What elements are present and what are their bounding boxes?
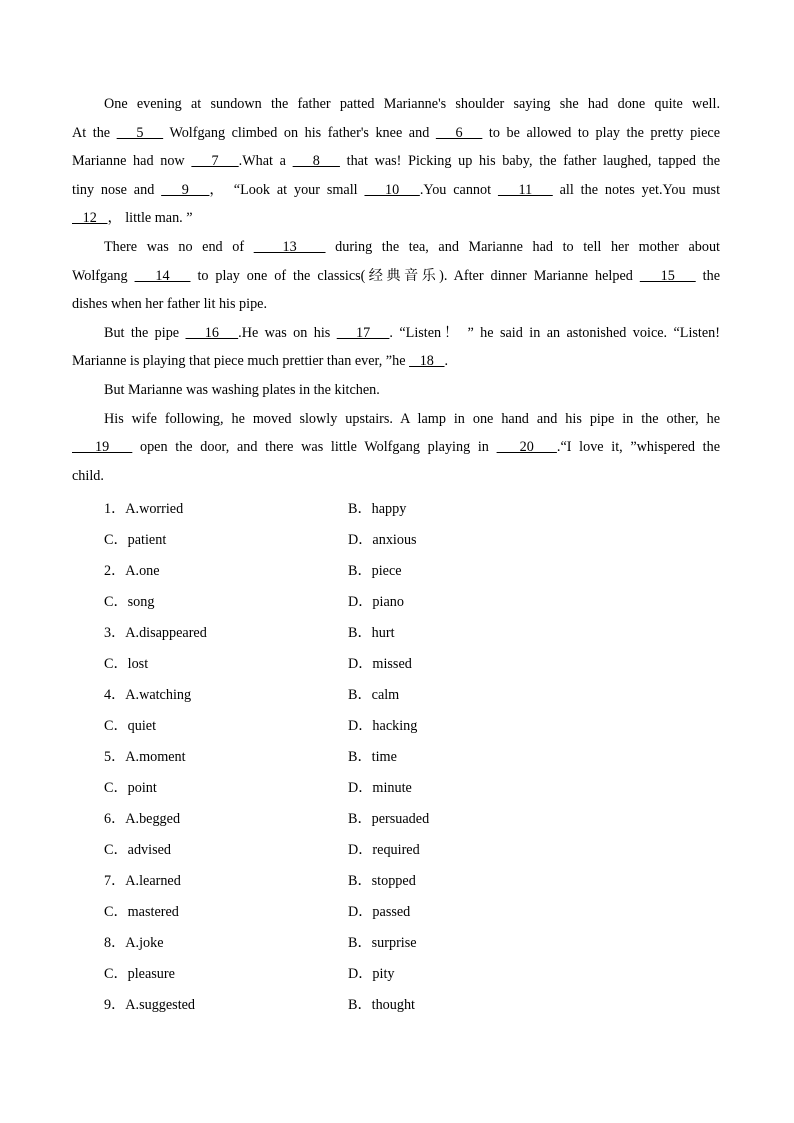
text-segment: But Marianne was washing plates in the kitchen. — [104, 381, 380, 398]
option-right: D．minute — [348, 779, 412, 796]
text-segment: to play one of the classics(经典音乐). After dinner Marianne helped — [190, 267, 640, 284]
blank-number: 11 — [497, 181, 553, 198]
blank-number: 8 — [292, 153, 340, 170]
text-segment: At the — [72, 124, 117, 141]
text-segment: . “Listen！ ” he said in an astonished voice. “Listen! — [389, 324, 720, 341]
text-segment: dishes when her father lit his pipe. — [72, 296, 268, 313]
blank-number: 10 — [364, 181, 420, 198]
passage-line — [72, 462, 720, 491]
text-segment: . — [444, 353, 449, 370]
option-row — [104, 616, 624, 647]
option-right: B．thought — [348, 996, 416, 1013]
text-segment: child. — [72, 467, 104, 484]
option-right: D．missed — [348, 655, 412, 672]
option-right: B．stopped — [348, 872, 416, 889]
option-left: 3．A.disappeared — [104, 624, 207, 641]
option-left: C．advised — [104, 841, 171, 858]
text-segment: during the tea, and Marianne had to tell her mother about — [325, 238, 720, 255]
text-segment: to be allowed to play the pretty piece — [482, 124, 721, 141]
option-right: D．pity — [348, 965, 395, 982]
option-row — [104, 554, 624, 585]
option-left: C．pleasure — [104, 965, 175, 982]
options-list — [104, 492, 624, 1019]
option-right: B．persuaded — [348, 810, 430, 827]
text-segment: ， “Look at your small — [209, 181, 365, 198]
passage-line — [72, 176, 720, 205]
text-segment: One evening at sundown the father patted Marianne's shoulder saying she had done quite well. — [104, 96, 720, 112]
option-left: C．patient — [104, 531, 167, 548]
blank-number: 17 — [336, 324, 390, 341]
text-segment: Wolfgang — [72, 267, 135, 284]
text-segment: ， little man. ” — [107, 210, 193, 227]
blank-number: 12 — [72, 210, 108, 227]
option-row — [104, 771, 624, 802]
option-right: D．piano — [348, 593, 404, 610]
option-left: C．mastered — [104, 903, 179, 920]
option-left: 9．A.suggested — [104, 996, 196, 1013]
passage-line — [72, 204, 720, 233]
option-row — [104, 492, 624, 523]
option-right: D．passed — [348, 903, 411, 920]
option-right: D．anxious — [348, 531, 417, 548]
passage-line — [72, 433, 720, 462]
option-left: C．point — [104, 779, 157, 796]
option-left: 8．A.joke — [104, 934, 164, 951]
option-row — [104, 864, 624, 895]
passage-line — [72, 405, 720, 434]
blank-number: 7 — [191, 153, 239, 170]
option-right: D．required — [348, 841, 420, 858]
option-row — [104, 895, 624, 926]
blank-number: 19 — [72, 439, 133, 456]
blank-number: 9 — [161, 181, 210, 198]
option-row — [104, 709, 624, 740]
text-segment: His wife following, he moved slowly upstairs. A lamp in one hand and his pipe in the other, he — [104, 410, 720, 427]
option-left: 5．A.moment — [104, 748, 186, 765]
text-segment: Marianne is playing that piece much prettier than ever, ”he — [72, 353, 410, 370]
text-segment: open the door, and there was little Wolfgang playing in — [132, 439, 497, 456]
option-left: 4．A.watching — [104, 686, 192, 703]
option-right: B．surprise — [348, 934, 417, 951]
option-row — [104, 585, 624, 616]
option-left: 2．A.one — [104, 562, 160, 579]
option-right: B．calm — [348, 686, 400, 703]
option-left: C．song — [104, 593, 155, 610]
text-segment: all the notes yet.You must — [552, 181, 721, 198]
option-row — [104, 833, 624, 864]
text-segment: that was! Picking up his baby, the father laughed, tapped the — [339, 153, 721, 170]
option-row — [104, 678, 624, 709]
option-right: B．time — [348, 748, 397, 765]
blank-number: 5 — [116, 124, 164, 141]
option-row — [104, 926, 624, 957]
text-segment: Wolfgang climbed on his father's knee and — [163, 124, 436, 141]
passage-line — [72, 147, 720, 176]
text-segment: .He was on his — [238, 324, 337, 341]
passage — [72, 90, 720, 490]
option-right: B．hurt — [348, 624, 395, 641]
text-segment: There was no end of — [104, 238, 254, 255]
text-segment: tiny nose and — [72, 181, 162, 198]
blank-number: 20 — [496, 439, 557, 456]
option-row — [104, 988, 624, 1019]
option-right: B．happy — [348, 500, 407, 517]
blank-number: 14 — [134, 267, 191, 284]
passage-line — [72, 262, 720, 291]
option-row — [104, 647, 624, 678]
passage-line — [72, 119, 720, 148]
option-right: B．piece — [348, 562, 402, 579]
text-segment: But the pipe — [104, 324, 186, 341]
passage-line — [72, 319, 720, 348]
text-segment: .You cannot — [419, 181, 498, 198]
option-left: 7．A.learned — [104, 872, 181, 889]
passage-line — [72, 90, 720, 119]
option-right: D．hacking — [348, 717, 418, 734]
option-row — [104, 523, 624, 554]
passage-line — [72, 290, 720, 319]
text-segment: .“I love it, ”whispered the — [556, 439, 721, 456]
blank-number: 16 — [185, 324, 239, 341]
option-left: C．lost — [104, 655, 149, 672]
option-left: C．quiet — [104, 717, 157, 734]
blank-number: 18 — [409, 353, 445, 370]
option-left: 1．A.worried — [104, 500, 184, 517]
text-segment: the — [695, 267, 721, 284]
blank-number: 6 — [435, 124, 483, 141]
blank-number: 15 — [639, 267, 696, 284]
text-segment: .What a — [238, 153, 293, 170]
passage-line — [72, 376, 720, 405]
text-segment: Marianne had now — [72, 153, 192, 170]
passage-line — [72, 347, 720, 376]
option-left: 6．A.begged — [104, 810, 181, 827]
option-row — [104, 957, 624, 988]
option-row — [104, 740, 624, 771]
passage-line — [72, 233, 720, 262]
blank-number: 13 — [253, 238, 326, 255]
option-row — [104, 802, 624, 833]
